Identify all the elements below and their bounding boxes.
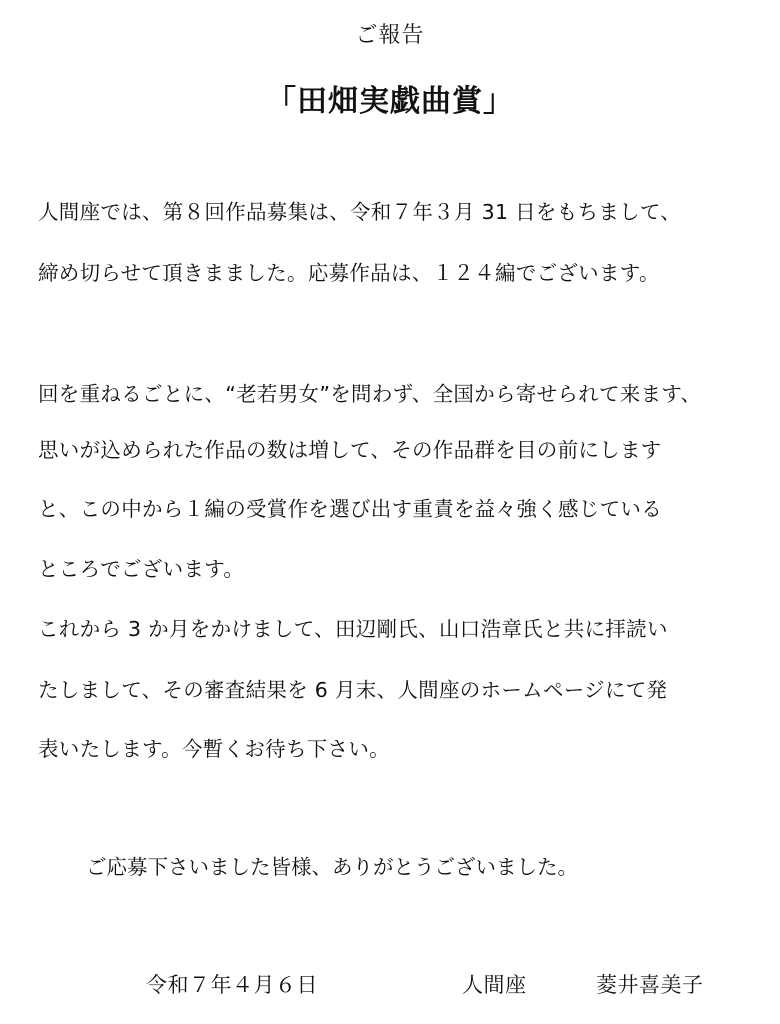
paragraph-2-line-7: 表いたします。今暫くお待ち下さい。 [38, 737, 390, 761]
signature-organization: 人間座 [462, 973, 527, 997]
paragraph-2-line-1: 回を重ねるごとに、“老若男女”を問わず、全国から寄せられて来ます、 [38, 382, 702, 406]
signature-date: 令和７年４月６日 [146, 973, 318, 997]
paragraph-2-line-5: これから 3 か月をかけまして、田辺剛氏、山口浩章氏と共に拝読い [38, 617, 668, 641]
signature-name: 菱井喜美子 [596, 973, 704, 997]
paragraph-1-line-1: 人間座では、第８回作品募集は、令和７年３月 31 日をもちまして、 [38, 200, 682, 224]
paragraph-2-line-4: ところでございます。 [38, 557, 245, 581]
paragraph-1-line-2: 締め切らせて頂きまました。応募作品は、１２４編でございます。 [38, 261, 660, 285]
closing-thanks: ご応募下さいました皆様、ありがとうございました。 [86, 855, 578, 879]
notice-label: ご報告 [355, 23, 425, 48]
award-title: 「田畑実戯曲賞」 [266, 84, 514, 119]
paragraph-2-line-6: たしまして、その審査結果を 6 月末、人間座のホームページにて発 [38, 678, 668, 702]
paragraph-2-line-3: と、この中から１編の受賞作を選び出す重責を益々強く感じている [38, 497, 662, 521]
paragraph-2-line-2: 思いが込められた作品の数は増して、その作品群を目の前にします [38, 438, 662, 462]
